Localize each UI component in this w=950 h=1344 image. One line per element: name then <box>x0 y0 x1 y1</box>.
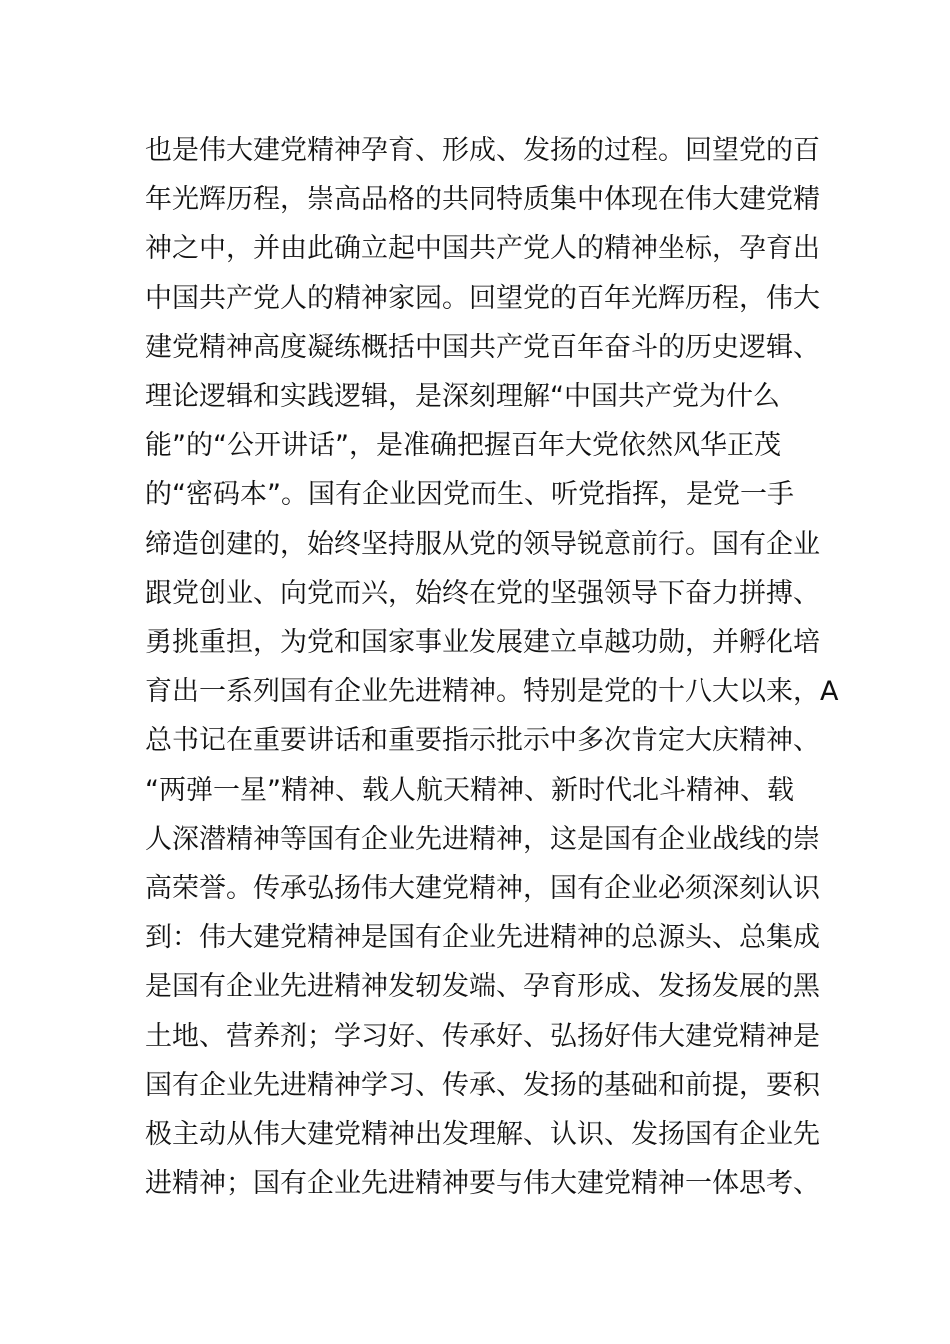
text-line: 年光辉历程，崇高品格的共同特质集中体现在伟大建党精 <box>145 184 820 216</box>
text-line: 人深潜精神等国有企业先进精神，这是国有企业战线的崇 <box>145 823 820 855</box>
text-line: 育出一系列国有企业先进精神。特别是党的十八大以来，A <box>145 676 839 708</box>
text-line: 理论逻辑和实践逻辑，是深刻理解“中国共产党为什么 <box>145 381 780 413</box>
text-line: 的“密码本”。国有企业因党而生、听党指挥，是党一手 <box>145 479 794 511</box>
text-line: 勇挑重担，为党和国家事业发展建立卓越功勋，并孵化培 <box>145 627 820 659</box>
text-line: 进精神；国有企业先进精神要与伟大建党精神一体思考、 <box>145 1168 820 1200</box>
text-line: 是国有企业先进精神发轫发端、孕育形成、发扬发展的黑 <box>145 971 820 1003</box>
text-line: 高荣誉。传承弘扬伟大建党精神，国有企业必须深刻认识 <box>145 873 820 905</box>
text-line: 到：伟大建党精神是国有企业先进精神的总源头、总集成 <box>145 922 820 954</box>
text-line: 土地、营养剂；学习好、传承好、弘扬好伟大建党精神是 <box>145 1020 820 1052</box>
text-line: 能”的“公开讲话”，是准确把握百年大党依然风华正茂 <box>145 430 781 462</box>
text-line: 总书记在重要讲话和重要指示批示中多次肯定大庆精神、 <box>145 725 820 757</box>
text-line: “两弹一星”精神、载人航天精神、新时代北斗精神、载 <box>145 774 794 806</box>
text-line: 中国共产党人的精神家园。回望党的百年光辉历程，伟大 <box>145 282 820 314</box>
text-line: 神之中，并由此确立起中国共产党人的精神坐标，孕育出 <box>145 233 820 265</box>
text-line: 建党精神高度凝练概括中国共产党百年奋斗的历史逻辑、 <box>145 331 820 363</box>
text-line: 跟党创业、向党而兴，始终在党的坚强领导下奋力拼搏、 <box>145 577 820 609</box>
text-line: 也是伟大建党精神孕育、形成、发扬的过程。回望党的百 <box>145 135 820 166</box>
text-line: 国有企业先进精神学习、传承、发扬的基础和前提，要积 <box>145 1069 820 1101</box>
text-line: 极主动从伟大建党精神出发理解、认识、发扬国有企业先 <box>145 1119 820 1151</box>
text-line: 缔造创建的，始终坚持服从党的领导锐意前行。国有企业 <box>145 528 820 560</box>
body-paragraph <box>145 126 845 1208</box>
